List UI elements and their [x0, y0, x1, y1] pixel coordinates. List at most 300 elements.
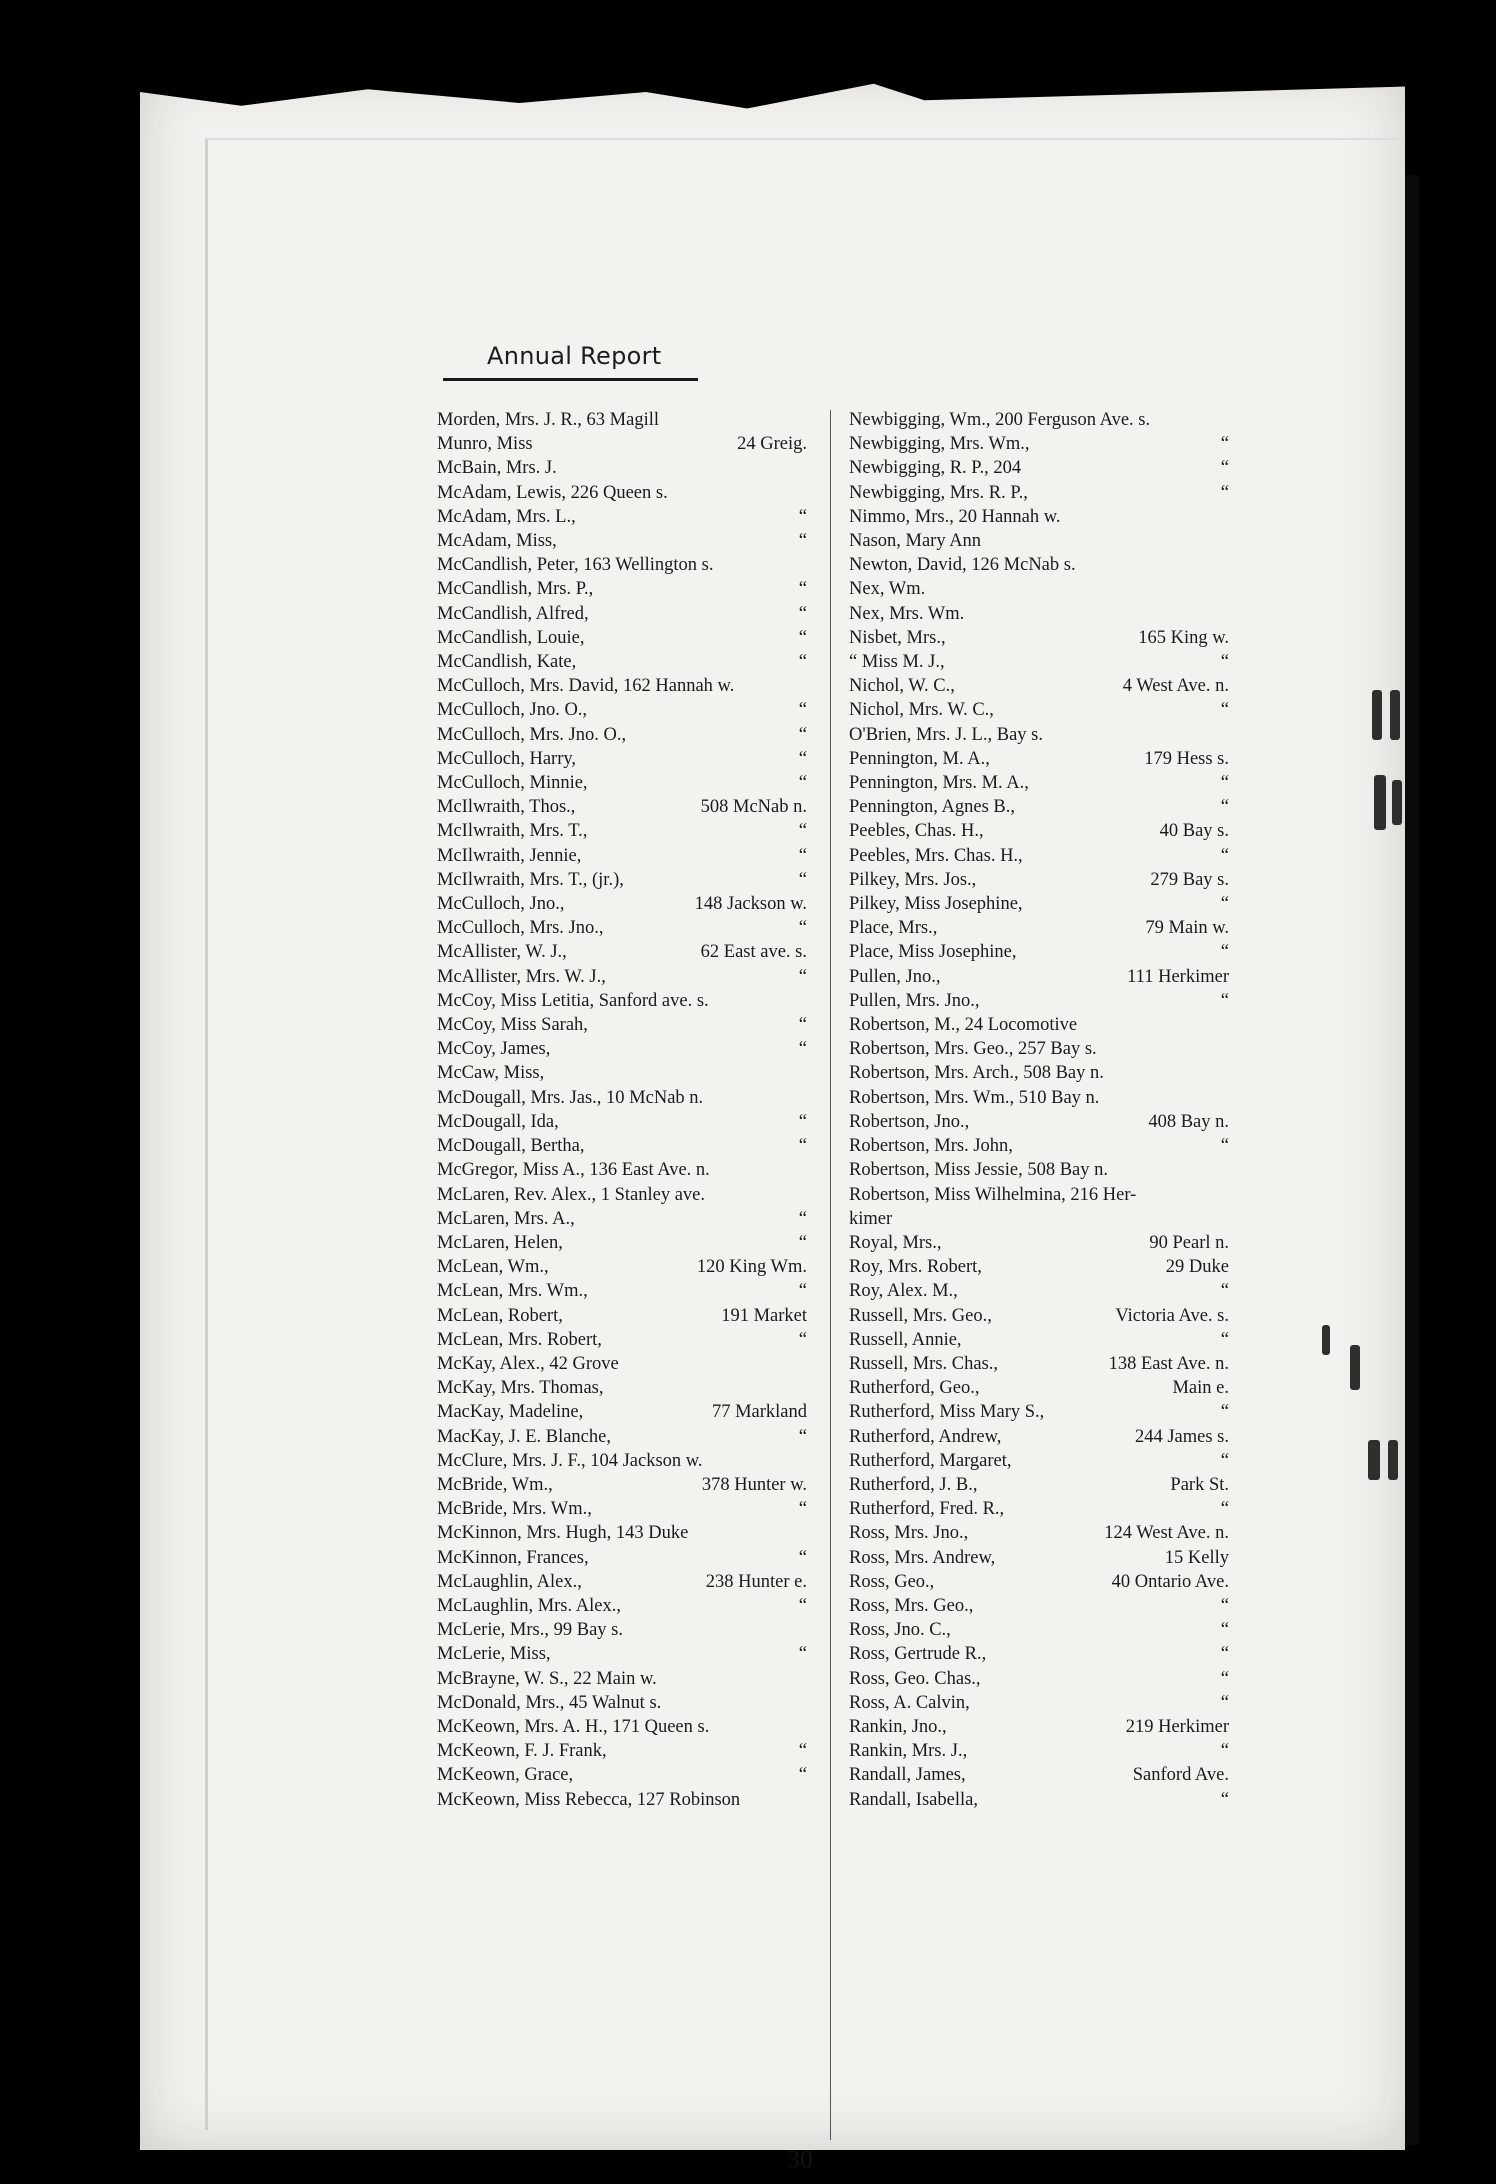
entry-name: McCulloch, Mrs. David, 162 Hannah w.	[437, 676, 735, 697]
directory-entry	[849, 1231, 1229, 1255]
entry-address: “	[1220, 1402, 1229, 1423]
entry-name: Newbigging, Mrs. R. P.,	[849, 482, 1028, 503]
directory-entry	[849, 1061, 1229, 1085]
directory-entry	[437, 1739, 817, 1763]
entry-address: “	[1220, 1692, 1229, 1713]
entry-address: 279 Bay s.	[1150, 869, 1229, 890]
entry-name: Pennington, M. A.,	[849, 748, 990, 769]
directory-entry	[437, 1255, 817, 1279]
directory-entry	[849, 1304, 1229, 1328]
directory-entry	[437, 1376, 817, 1400]
entry-address: “	[798, 1765, 807, 1786]
directory-entry	[849, 844, 1229, 868]
directory-entry	[849, 795, 1229, 819]
directory-entry	[437, 1642, 817, 1666]
directory-entry	[437, 1473, 817, 1497]
entry-name: Russell, Mrs. Chas.,	[849, 1353, 999, 1374]
entry-address	[1043, 723, 1229, 747]
entry-name: MacKay, J. E. Blanche,	[437, 1426, 611, 1447]
entry-address: Sanford Ave.	[1132, 1765, 1229, 1786]
entry-address	[1061, 505, 1229, 529]
directory-entry	[437, 1110, 817, 1134]
entry-name: Roy, Alex. M.,	[849, 1281, 958, 1302]
entry-name: McCulloch, Mrs. Jno.,	[437, 918, 604, 939]
directory-entry	[437, 940, 817, 964]
directory-entry	[437, 771, 817, 795]
entry-address: “	[1220, 1281, 1229, 1302]
left-column	[437, 408, 817, 1812]
entry-address	[688, 1521, 817, 1545]
directory-entry	[849, 1255, 1229, 1279]
entry-address	[1136, 1183, 1229, 1207]
directory-entry	[437, 674, 817, 698]
entry-address: “	[798, 506, 807, 527]
entry-address: 77 Markland	[711, 1402, 807, 1423]
directory-entry	[849, 1570, 1229, 1594]
entry-name: Peebles, Mrs. Chas. H.,	[849, 845, 1023, 866]
entry-address: 244 James s.	[1134, 1426, 1229, 1447]
entry-address: “	[798, 1547, 807, 1568]
directory-entry	[437, 1231, 817, 1255]
ink-smudge	[1392, 780, 1402, 825]
entry-name: McCulloch, Mrs. Jno. O.,	[437, 724, 627, 745]
entry-address: “	[1220, 1595, 1229, 1616]
entry-address: “	[798, 724, 807, 745]
entry-address: 219 Herkimer	[1125, 1716, 1229, 1737]
directory-entry	[437, 626, 817, 650]
entry-address: “	[1220, 1789, 1229, 1810]
directory-entry	[437, 602, 817, 626]
entry-address	[544, 1061, 817, 1085]
entry-name: McIlwraith, Jennie,	[437, 845, 582, 866]
directory-entry	[849, 916, 1229, 940]
directory-entry	[437, 1086, 817, 1110]
directory-entry	[849, 1328, 1229, 1352]
ink-smudge	[1350, 1345, 1360, 1390]
directory-entry	[437, 650, 817, 674]
entry-address: “	[798, 579, 807, 600]
directory-entry	[849, 723, 1229, 747]
entry-name: McLean, Mrs. Wm.,	[437, 1281, 588, 1302]
entry-address	[1108, 1158, 1229, 1182]
entry-name: McCulloch, Jno. O.,	[437, 700, 588, 721]
entry-address: “	[798, 1595, 807, 1616]
entry-name: McCandlish, Alfred,	[437, 603, 589, 624]
entry-name: Pullen, Mrs. Jno.,	[849, 990, 980, 1011]
entry-address	[557, 456, 817, 480]
entry-name: McAllister, Mrs. W. J.,	[437, 966, 606, 987]
entry-name: Robertson, Mrs. Arch., 508 Bay n.	[849, 1063, 1104, 1084]
directory-entry	[849, 1400, 1229, 1424]
entry-address: “	[1220, 1136, 1229, 1157]
directory-entry	[437, 1715, 817, 1739]
header-underline	[443, 378, 698, 381]
entry-name: McCulloch, Harry,	[437, 748, 577, 769]
entry-name: Ross, Geo. Chas.,	[849, 1668, 981, 1689]
directory-entry	[849, 819, 1229, 843]
entry-address	[668, 481, 817, 505]
entry-name: Rutherford, J. B.,	[849, 1474, 978, 1495]
entry-name: Royal, Mrs.,	[849, 1232, 942, 1253]
directory-entry	[437, 1594, 817, 1618]
entry-address: “	[1220, 1668, 1229, 1689]
entry-name: O'Brien, Mrs. J. L., Bay s.	[849, 724, 1043, 745]
entry-address: “	[1220, 1499, 1229, 1520]
entry-address: “	[1220, 797, 1229, 818]
directory-entry	[849, 1013, 1229, 1037]
entry-name: McAdam, Miss,	[437, 531, 557, 552]
entry-address: “	[798, 531, 807, 552]
entry-name: Newton, David, 126 McNab s.	[849, 555, 1076, 576]
entry-address: 238 Hunter e.	[705, 1571, 807, 1592]
directory-entry	[849, 1667, 1229, 1691]
directory-entry	[849, 1473, 1229, 1497]
directory-entry	[849, 1497, 1229, 1521]
entry-name: Rutherford, Geo.,	[849, 1378, 980, 1399]
entry-address: 378 Hunter w.	[701, 1474, 807, 1495]
entry-name: McCaw, Miss,	[437, 1063, 545, 1084]
entry-name: Robertson, Mrs. John,	[849, 1136, 1013, 1157]
entry-address	[1077, 1013, 1229, 1037]
directory-entry	[437, 1037, 817, 1061]
entry-name: McLaughlin, Mrs. Alex.,	[437, 1595, 621, 1616]
entry-name: Ross, Mrs. Geo.,	[849, 1595, 974, 1616]
directory-entry	[437, 965, 817, 989]
directory-entry	[437, 747, 817, 771]
entry-address	[659, 408, 817, 432]
entry-name: Nimmo, Mrs., 20 Hannah w.	[849, 506, 1061, 527]
directory-entry	[849, 602, 1229, 626]
entry-address	[1150, 408, 1229, 432]
entry-address	[713, 553, 817, 577]
entry-address: “	[798, 1111, 807, 1132]
entry-name: Russell, Mrs. Geo.,	[849, 1305, 992, 1326]
entry-address: 120 King Wm.	[696, 1257, 807, 1278]
entry-name: Pilkey, Mrs. Jos.,	[849, 869, 977, 890]
directory-entry	[849, 1763, 1229, 1787]
directory-entry	[849, 553, 1229, 577]
ink-smudge	[1368, 1440, 1380, 1480]
entry-name: Robertson, Miss Wilhelmina, 216 Her-	[849, 1184, 1137, 1205]
entry-name: McLaren, Mrs. A.,	[437, 1208, 575, 1229]
entry-name: McDougall, Bertha,	[437, 1136, 585, 1157]
directory-entry	[437, 432, 817, 456]
ink-smudge	[1388, 1440, 1398, 1480]
directory-entry	[849, 1788, 1229, 1812]
entry-address: “	[798, 966, 807, 987]
entry-name: Morden, Mrs. J. R., 63 Magill	[437, 410, 659, 430]
directory-entry	[437, 1449, 817, 1473]
directory-entry	[849, 1642, 1229, 1666]
entry-name: MacKay, Madeline,	[437, 1402, 584, 1423]
entry-name: McKeown, Mrs. A. H., 171 Queen s.	[437, 1716, 710, 1737]
directory-entry	[437, 1400, 817, 1424]
entry-address: “	[798, 603, 807, 624]
entry-name: Newbigging, Wm., 200 Ferguson Ave. s.	[849, 410, 1151, 430]
entry-address	[709, 1715, 817, 1739]
entry-address: “	[1220, 458, 1229, 479]
entry-address	[661, 1691, 817, 1715]
directory-entry	[849, 456, 1229, 480]
entry-name: Russell, Annie,	[849, 1329, 962, 1350]
entry-name: Pennington, Agnes B.,	[849, 797, 1015, 818]
directory-entry	[849, 626, 1229, 650]
directory-entry	[437, 723, 817, 747]
directory-entry	[437, 505, 817, 529]
entry-name: McCulloch, Jno.,	[437, 894, 565, 915]
entry-address: “	[1220, 700, 1229, 721]
directory-entry	[437, 1352, 817, 1376]
directory-entry	[437, 1183, 817, 1207]
directory-entry	[849, 1618, 1229, 1642]
entry-name: McLean, Robert,	[437, 1305, 563, 1326]
entry-name: Place, Mrs.,	[849, 918, 938, 939]
entry-name: McKinnon, Mrs. Hugh, 143 Duke	[437, 1523, 689, 1544]
entry-name: Randall, Isabella,	[849, 1789, 978, 1810]
entry-name: Munro, Miss	[437, 434, 533, 455]
entry-address: 29 Duke	[1165, 1257, 1229, 1278]
directory-entry	[849, 408, 1229, 432]
entry-address: “	[1220, 894, 1229, 915]
entry-name: Roy, Mrs. Robert,	[849, 1257, 982, 1278]
entry-name: McLerie, Mrs., 99 Bay s.	[437, 1620, 623, 1641]
entry-address: “	[1220, 434, 1229, 455]
entry-name: McBride, Wm.,	[437, 1474, 553, 1495]
entry-address: “	[1220, 942, 1229, 963]
entry-name: Rankin, Jno.,	[849, 1716, 947, 1737]
directory-entry	[437, 892, 817, 916]
ink-smudge	[1372, 690, 1382, 740]
entry-address: “	[1220, 773, 1229, 794]
entry-name: McBain, Mrs. J.	[437, 458, 557, 479]
entry-address: “	[798, 1426, 807, 1447]
entry-name: Robertson, Mrs. Geo., 257 Bay s.	[849, 1039, 1097, 1060]
directory-entry	[849, 747, 1229, 771]
entry-address	[892, 1207, 1229, 1231]
entry-name: Ross, Gertrude R.,	[849, 1644, 987, 1665]
entry-name: Nex, Wm.	[849, 579, 926, 600]
entry-name: McBride, Mrs. Wm.,	[437, 1499, 592, 1520]
directory-entry	[849, 1279, 1229, 1303]
directory-entry	[437, 989, 817, 1013]
entry-name: McDonald, Mrs., 45 Walnut s.	[437, 1692, 662, 1713]
right-column	[849, 408, 1229, 1812]
entry-address: “	[798, 1741, 807, 1762]
directory-entry	[849, 481, 1229, 505]
directory-entry	[437, 1618, 817, 1642]
directory-entry	[437, 698, 817, 722]
entry-address: 138 East Ave. n.	[1108, 1353, 1229, 1374]
directory-entry	[437, 1207, 817, 1231]
entry-address: “	[798, 1281, 807, 1302]
entry-address: 191 Market	[721, 1305, 807, 1326]
entry-address	[657, 1667, 817, 1691]
directory-entry	[437, 1667, 817, 1691]
entry-name: Ross, Mrs. Jno.,	[849, 1523, 969, 1544]
entry-address	[710, 1158, 817, 1182]
entry-address: “	[798, 1644, 807, 1665]
directory-entry	[437, 1425, 817, 1449]
entry-address: “	[798, 652, 807, 673]
entry-address: “	[798, 627, 807, 648]
entry-address: Main e.	[1172, 1378, 1229, 1399]
entry-address: “	[798, 773, 807, 794]
entry-name: McCoy, James,	[437, 1039, 551, 1060]
entry-address: “	[1220, 1741, 1229, 1762]
directory-entry	[849, 1449, 1229, 1473]
entry-address: “	[798, 1136, 807, 1157]
entry-address	[603, 1376, 817, 1400]
entry-address	[734, 674, 817, 698]
entry-name: Nichol, Mrs. W. C.,	[849, 700, 994, 721]
directory-entry	[437, 1521, 817, 1545]
entry-address: “	[798, 1015, 807, 1036]
entry-address: “	[798, 869, 807, 890]
entry-address	[703, 1086, 817, 1110]
entry-name: McCandlish, Kate,	[437, 652, 577, 673]
column-divider	[830, 410, 831, 2140]
directory-entry	[849, 1086, 1229, 1110]
entry-address: “	[1220, 1644, 1229, 1665]
entry-name: McCandlish, Mrs. P.,	[437, 579, 594, 600]
entry-address: “	[798, 1232, 807, 1253]
directory-entry	[437, 1788, 817, 1812]
entry-name: Ross, A. Calvin,	[849, 1692, 970, 1713]
entry-address: “	[1220, 652, 1229, 673]
directory-entry	[849, 965, 1229, 989]
entry-name: Ross, Jno. C.,	[849, 1620, 951, 1641]
entry-name: Pennington, Mrs. M. A.,	[849, 773, 1029, 794]
entry-address	[1076, 553, 1229, 577]
directory-entry	[437, 1061, 817, 1085]
entry-address	[925, 577, 1229, 601]
entry-address: 24 Greig.	[737, 434, 807, 455]
entry-name: McKeown, Grace,	[437, 1765, 574, 1786]
entry-address	[623, 1618, 817, 1642]
entry-name: McLaren, Helen,	[437, 1232, 563, 1253]
directory-entry	[437, 1279, 817, 1303]
entry-name: McCulloch, Minnie,	[437, 773, 588, 794]
directory-entry	[849, 1546, 1229, 1570]
directory-entry	[849, 1110, 1229, 1134]
directory-entry	[437, 1497, 817, 1521]
entry-address: “	[1220, 1450, 1229, 1471]
entry-address: 408 Bay n.	[1148, 1111, 1229, 1132]
entry-address: 124 West Ave. n.	[1104, 1523, 1229, 1544]
ink-smudge	[1390, 690, 1400, 740]
directory-entry	[849, 1594, 1229, 1618]
entry-name: Nisbet, Mrs.,	[849, 627, 946, 648]
directory-entry	[849, 1521, 1229, 1545]
entry-address: “	[798, 1039, 807, 1060]
entry-name: McDougall, Mrs. Jas., 10 McNab n.	[437, 1087, 704, 1108]
entry-address: Park St.	[1170, 1474, 1229, 1495]
entry-address: 40 Ontario Ave.	[1111, 1571, 1229, 1592]
directory-entry	[437, 916, 817, 940]
directory-entry	[849, 868, 1229, 892]
entry-name: McAdam, Mrs. L.,	[437, 506, 576, 527]
directory-entry	[849, 529, 1229, 553]
directory-entry	[849, 940, 1229, 964]
entry-address: 508 McNab n.	[700, 797, 807, 818]
entry-name: McCandlish, Peter, 163 Wellington s.	[437, 555, 714, 576]
directory-entry	[849, 1352, 1229, 1376]
directory-entry	[437, 868, 817, 892]
entry-address: 62 East ave. s.	[700, 942, 807, 963]
entry-address: Victoria Ave. s.	[1115, 1305, 1229, 1326]
entry-name: Rutherford, Margaret,	[849, 1450, 1012, 1471]
entry-address: “	[1220, 482, 1229, 503]
entry-address	[1097, 1037, 1229, 1061]
entry-name: McKay, Alex., 42 Grove	[437, 1353, 619, 1374]
entry-address: “	[798, 700, 807, 721]
directory-entry	[437, 481, 817, 505]
entry-name: kimer	[849, 1208, 893, 1229]
page-number: 30	[787, 2145, 813, 2174]
entry-name: Robertson, M., 24 Locomotive	[849, 1015, 1078, 1036]
directory-entry	[849, 698, 1229, 722]
directory-entry	[849, 989, 1229, 1013]
entry-name: McBrayne, W. S., 22 Main w.	[437, 1668, 657, 1689]
entry-name: Peebles, Chas. H.,	[849, 821, 984, 842]
entry-name: McCoy, Miss Letitia, Sanford ave. s.	[437, 990, 709, 1011]
directory-entry	[437, 1570, 817, 1594]
directory-entry	[849, 1134, 1229, 1158]
directory-entry	[437, 844, 817, 868]
entry-name: Robertson, Miss Jessie, 508 Bay n.	[849, 1160, 1108, 1181]
entry-name: Pullen, Jno.,	[849, 966, 941, 987]
entry-address	[740, 1788, 817, 1812]
entry-name: McGregor, Miss A., 136 East Ave. n.	[437, 1160, 710, 1181]
entry-address	[619, 1352, 817, 1376]
entry-name: Nason, Mary Ann	[849, 531, 982, 552]
entry-address: “	[1220, 990, 1229, 1011]
directory-entry	[849, 771, 1229, 795]
entry-name: Randall, James,	[849, 1765, 966, 1786]
entry-name: McDougall, Ida,	[437, 1111, 559, 1132]
entry-address	[1099, 1086, 1229, 1110]
entry-name: McIlwraith, Mrs. T., (jr.),	[437, 869, 624, 890]
entry-name: McIlwraith, Mrs. T.,	[437, 821, 588, 842]
entry-name: Rankin, Mrs. J.,	[849, 1741, 968, 1762]
entry-name: McLerie, Miss,	[437, 1644, 551, 1665]
entry-name: McLean, Wm.,	[437, 1257, 549, 1278]
directory-entry	[437, 577, 817, 601]
entry-name: McAllister, W. J.,	[437, 942, 567, 963]
directory-entry	[849, 1739, 1229, 1763]
directory-entry	[849, 1691, 1229, 1715]
entry-name: McClure, Mrs. J. F., 104 Jackson w.	[437, 1450, 703, 1471]
entry-name: McKeown, F. J. Frank,	[437, 1741, 607, 1762]
entry-name: McLaren, Rev. Alex., 1 Stanley ave.	[437, 1184, 705, 1205]
directory-entry	[849, 892, 1229, 916]
entry-name: Rutherford, Miss Mary S.,	[849, 1402, 1045, 1423]
entry-address: “	[798, 748, 807, 769]
directory-entry	[849, 1425, 1229, 1449]
entry-name: Nex, Mrs. Wm.	[849, 603, 965, 624]
entry-name: McCoy, Miss Sarah,	[437, 1015, 588, 1036]
entry-address: 111 Herkimer	[1127, 966, 1229, 987]
entry-address: 4 West Ave. n.	[1122, 676, 1229, 697]
entry-name: McKay, Mrs. Thomas,	[437, 1378, 604, 1399]
entry-address	[703, 1449, 817, 1473]
entry-address	[705, 1183, 817, 1207]
directory-entry	[849, 1183, 1229, 1207]
entry-address	[709, 989, 817, 1013]
entry-name: McAdam, Lewis, 226 Queen s.	[437, 482, 668, 503]
directory-entry	[849, 674, 1229, 698]
directory-entry	[849, 650, 1229, 674]
